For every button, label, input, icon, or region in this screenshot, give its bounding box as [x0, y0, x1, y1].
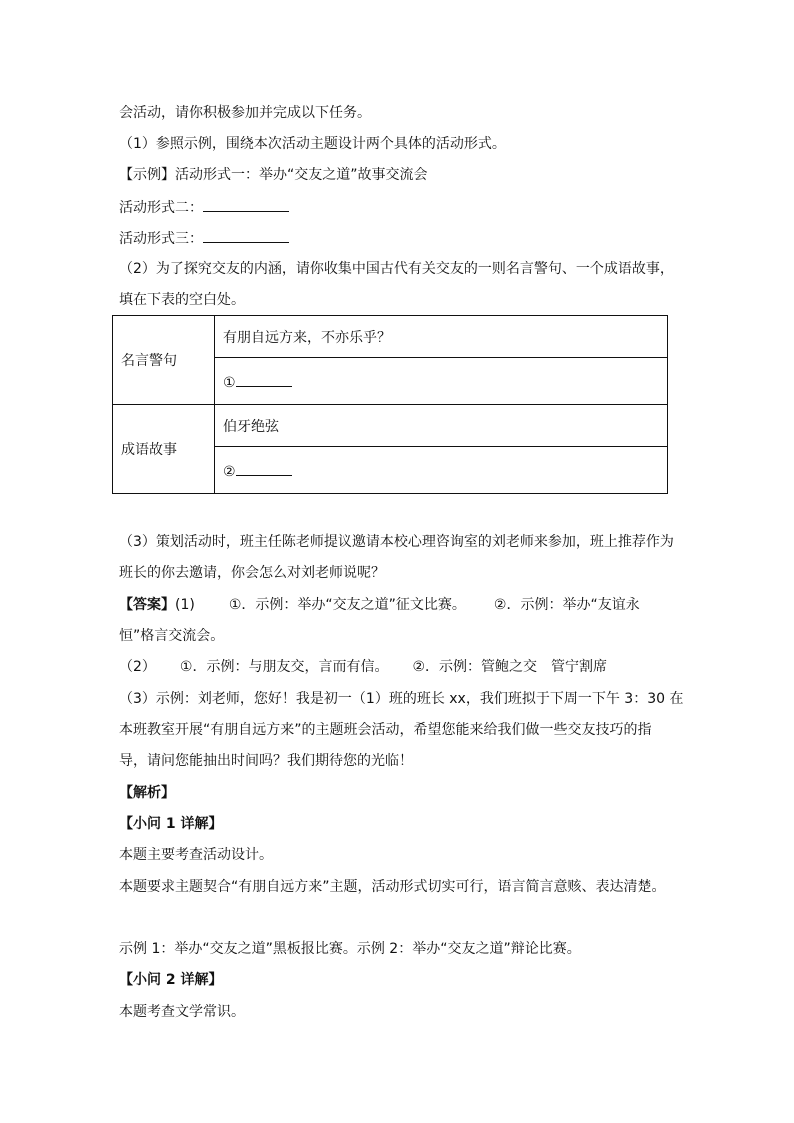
- answer-1-part-2: ②．示例：举办“友谊永: [493, 597, 640, 613]
- example-text: 活动形式一：举办“交友之道”故事交流会: [175, 167, 428, 183]
- form-2-line: [119, 197, 289, 218]
- answer-tag: 【答案】: [119, 597, 175, 613]
- answer-2-part-2: ②．示例：管鲍之交 管宁割席: [412, 659, 608, 675]
- quote-blank-cell[interactable]: [215, 358, 668, 405]
- question-2-line-1: （2）为了探究交友的内涵，请你收集中国古代有关交友的一则名言警句、一个成语故事，: [119, 261, 674, 277]
- form-2-blank[interactable]: [203, 197, 289, 212]
- question-3-line-1: （3）策划活动时，班主任陈老师提议邀请本校心理咨询室的刘老师来参加，班上推荐作为: [119, 534, 674, 550]
- answer-3-line-1: （3）示例：刘老师，您好！我是初一（1）班的班长 xx，我们班拟于下周一下午 3：30 在: [119, 691, 684, 707]
- sub-question-2-tag: 【小问 2 详解】: [119, 972, 223, 988]
- row-head-idioms: 成语故事: [113, 405, 215, 494]
- answer-line-2: [119, 657, 607, 677]
- answer-line-1-cont: 恒”格言交流会。: [119, 628, 225, 644]
- question-2-line-2: 填在下表的空白处。: [119, 292, 245, 308]
- sub-question-1-line-1: 本题主要考查活动设计。: [119, 847, 273, 863]
- quote-blank-mark: ①: [223, 374, 236, 391]
- sub-question-1-line-2: 本题要求主题契合“有朋自远方来”主题，活动形式切实可行，语言简言意赅、表达清楚。: [119, 879, 666, 895]
- answer-2-num: （2）: [119, 659, 156, 675]
- answer-3-line-3: 导，请问您能抽出时间吗？我们期待您的光临！: [119, 753, 413, 769]
- answer-1-part-1: ①．示例：举办“交友之道”征文比赛。: [228, 597, 466, 613]
- sub-question-1-line-3: 示例 1：举办“交友之道”黑板报比赛。示例 2：举办“交友之道”辩论比赛。: [119, 941, 581, 957]
- sub-question-1-tag: 【小问 1 详解】: [119, 816, 223, 832]
- example-line: [119, 165, 428, 185]
- form-3-label: 活动形式三：: [119, 231, 203, 247]
- answer-2-part-1: ①．示例：与朋友交，言而有信。: [179, 659, 389, 675]
- example-tag: 【示例】: [119, 167, 175, 183]
- sub-question-2-line-1: 本题考查文学常识。: [119, 1004, 245, 1020]
- idiom-blank-cell[interactable]: [215, 447, 668, 494]
- answer-line-1: [119, 595, 640, 615]
- answer-3-line-2: 本班教室开展“有朋自远方来”的主题班会活动，希望您能来给我们做一些交友技巧的指: [119, 722, 652, 738]
- form-3-line: [119, 228, 289, 249]
- analysis-tag: 【解析】: [119, 785, 175, 801]
- form-2-label: 活动形式二：: [119, 200, 203, 216]
- form-3-blank[interactable]: [203, 228, 289, 243]
- intro-text: 会活动，请你积极参加并完成以下任务。: [119, 105, 371, 121]
- row-head-quotes: 名言警句: [113, 316, 215, 405]
- idiom-blank[interactable]: [236, 461, 292, 476]
- answer-1-num: (1): [175, 597, 195, 613]
- given-idiom: 伯牙绝弦: [215, 405, 668, 447]
- answer-table: [112, 315, 668, 494]
- idiom-blank-mark: ②: [223, 463, 236, 480]
- quote-blank[interactable]: [236, 372, 292, 387]
- question-3-line-2: 班长的你去邀请，你会怎么对刘老师说呢？: [119, 565, 385, 581]
- question-1: （1）参照示例，围绕本次活动主题设计两个具体的活动形式。: [119, 136, 506, 152]
- given-quote: 有朋自远方来，不亦乐乎？: [215, 316, 668, 358]
